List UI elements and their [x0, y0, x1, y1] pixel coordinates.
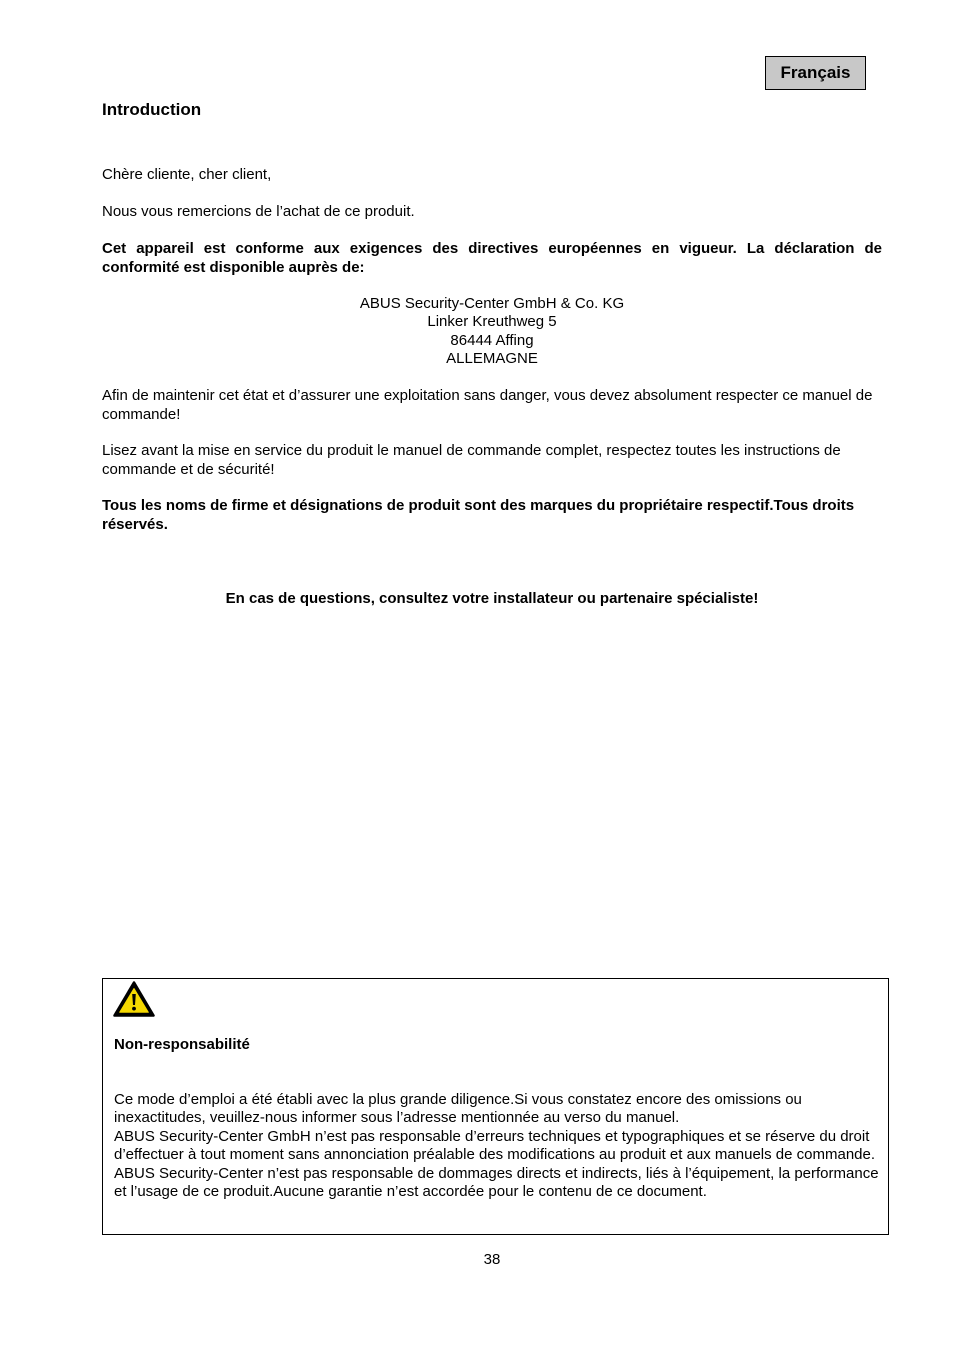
disclaimer-paragraph: ABUS Security-Center GmbH n’est pas responsable d’erreurs techniques et typographiques et se réserve du droit d’effectuer à tout moment sans annonciation préalable des modifications au produit et aux manuels de commande. [114, 1127, 876, 1164]
maintain-text: Afin de maintenir cet état et d’assurer une exploitation sans danger, vous devez absolument respecter ce manuel de commande! [102, 387, 873, 423]
address-line-street: Linker Kreuthweg 5 [427, 313, 557, 331]
disclaimer-title: Non-responsabilité [114, 1036, 250, 1053]
disclaimer-box [102, 978, 889, 1235]
address-line-country: ALLEMAGNE [446, 349, 538, 367]
greeting-text: Chère cliente, cher client, [102, 166, 272, 183]
disclaimer-paragraph: Ce mode d’emploi a été établi avec la plus grande diligence.Si vous constatez encore des omissions ou inexactitudes, veuillez-nous informer sous l’adresse mentionnée au verso du manuel. [114, 1091, 802, 1127]
thanks-text: Nous vous remercions de l’achat de ce produit. [102, 203, 415, 220]
section-title: Introduction [102, 100, 202, 119]
disclaimer-paragraph: ABUS Security-Center n’est pas responsable de dommages directs et indirects, liés à l’équipement, la performance et l’usage de ce produit.Aucune garantie n’est accordée pour le contenu de ce document. [114, 1164, 879, 1201]
language-badge: Français [765, 56, 866, 90]
warning-triangle-icon [112, 980, 156, 1018]
conformity-text: Cet appareil est conforme aux exigences des directives européennes en vigueur. La déclaration de conformité est disponible auprès de: [102, 240, 882, 276]
trademarks-text: Tous les noms de firme et désignations de produit sont des marques du propriétaire respectif.Tous droits réservés. [102, 497, 855, 533]
read-before-text: Lisez avant la mise en service du produit le manuel de commande complet, respectez toutes les instructions de commande et de sécurité! [102, 442, 841, 478]
questions-notice: En cas de questions, consultez votre installateur ou partenaire spécialiste! [225, 590, 759, 607]
address-line-company: ABUS Security-Center GmbH & Co. KG [359, 295, 625, 312]
disclaimer-body [114, 1091, 879, 1201]
address-line-city: 86444 Affing [450, 331, 534, 349]
manufacturer-address [102, 295, 882, 368]
page-number: 38 [483, 1251, 501, 1268]
